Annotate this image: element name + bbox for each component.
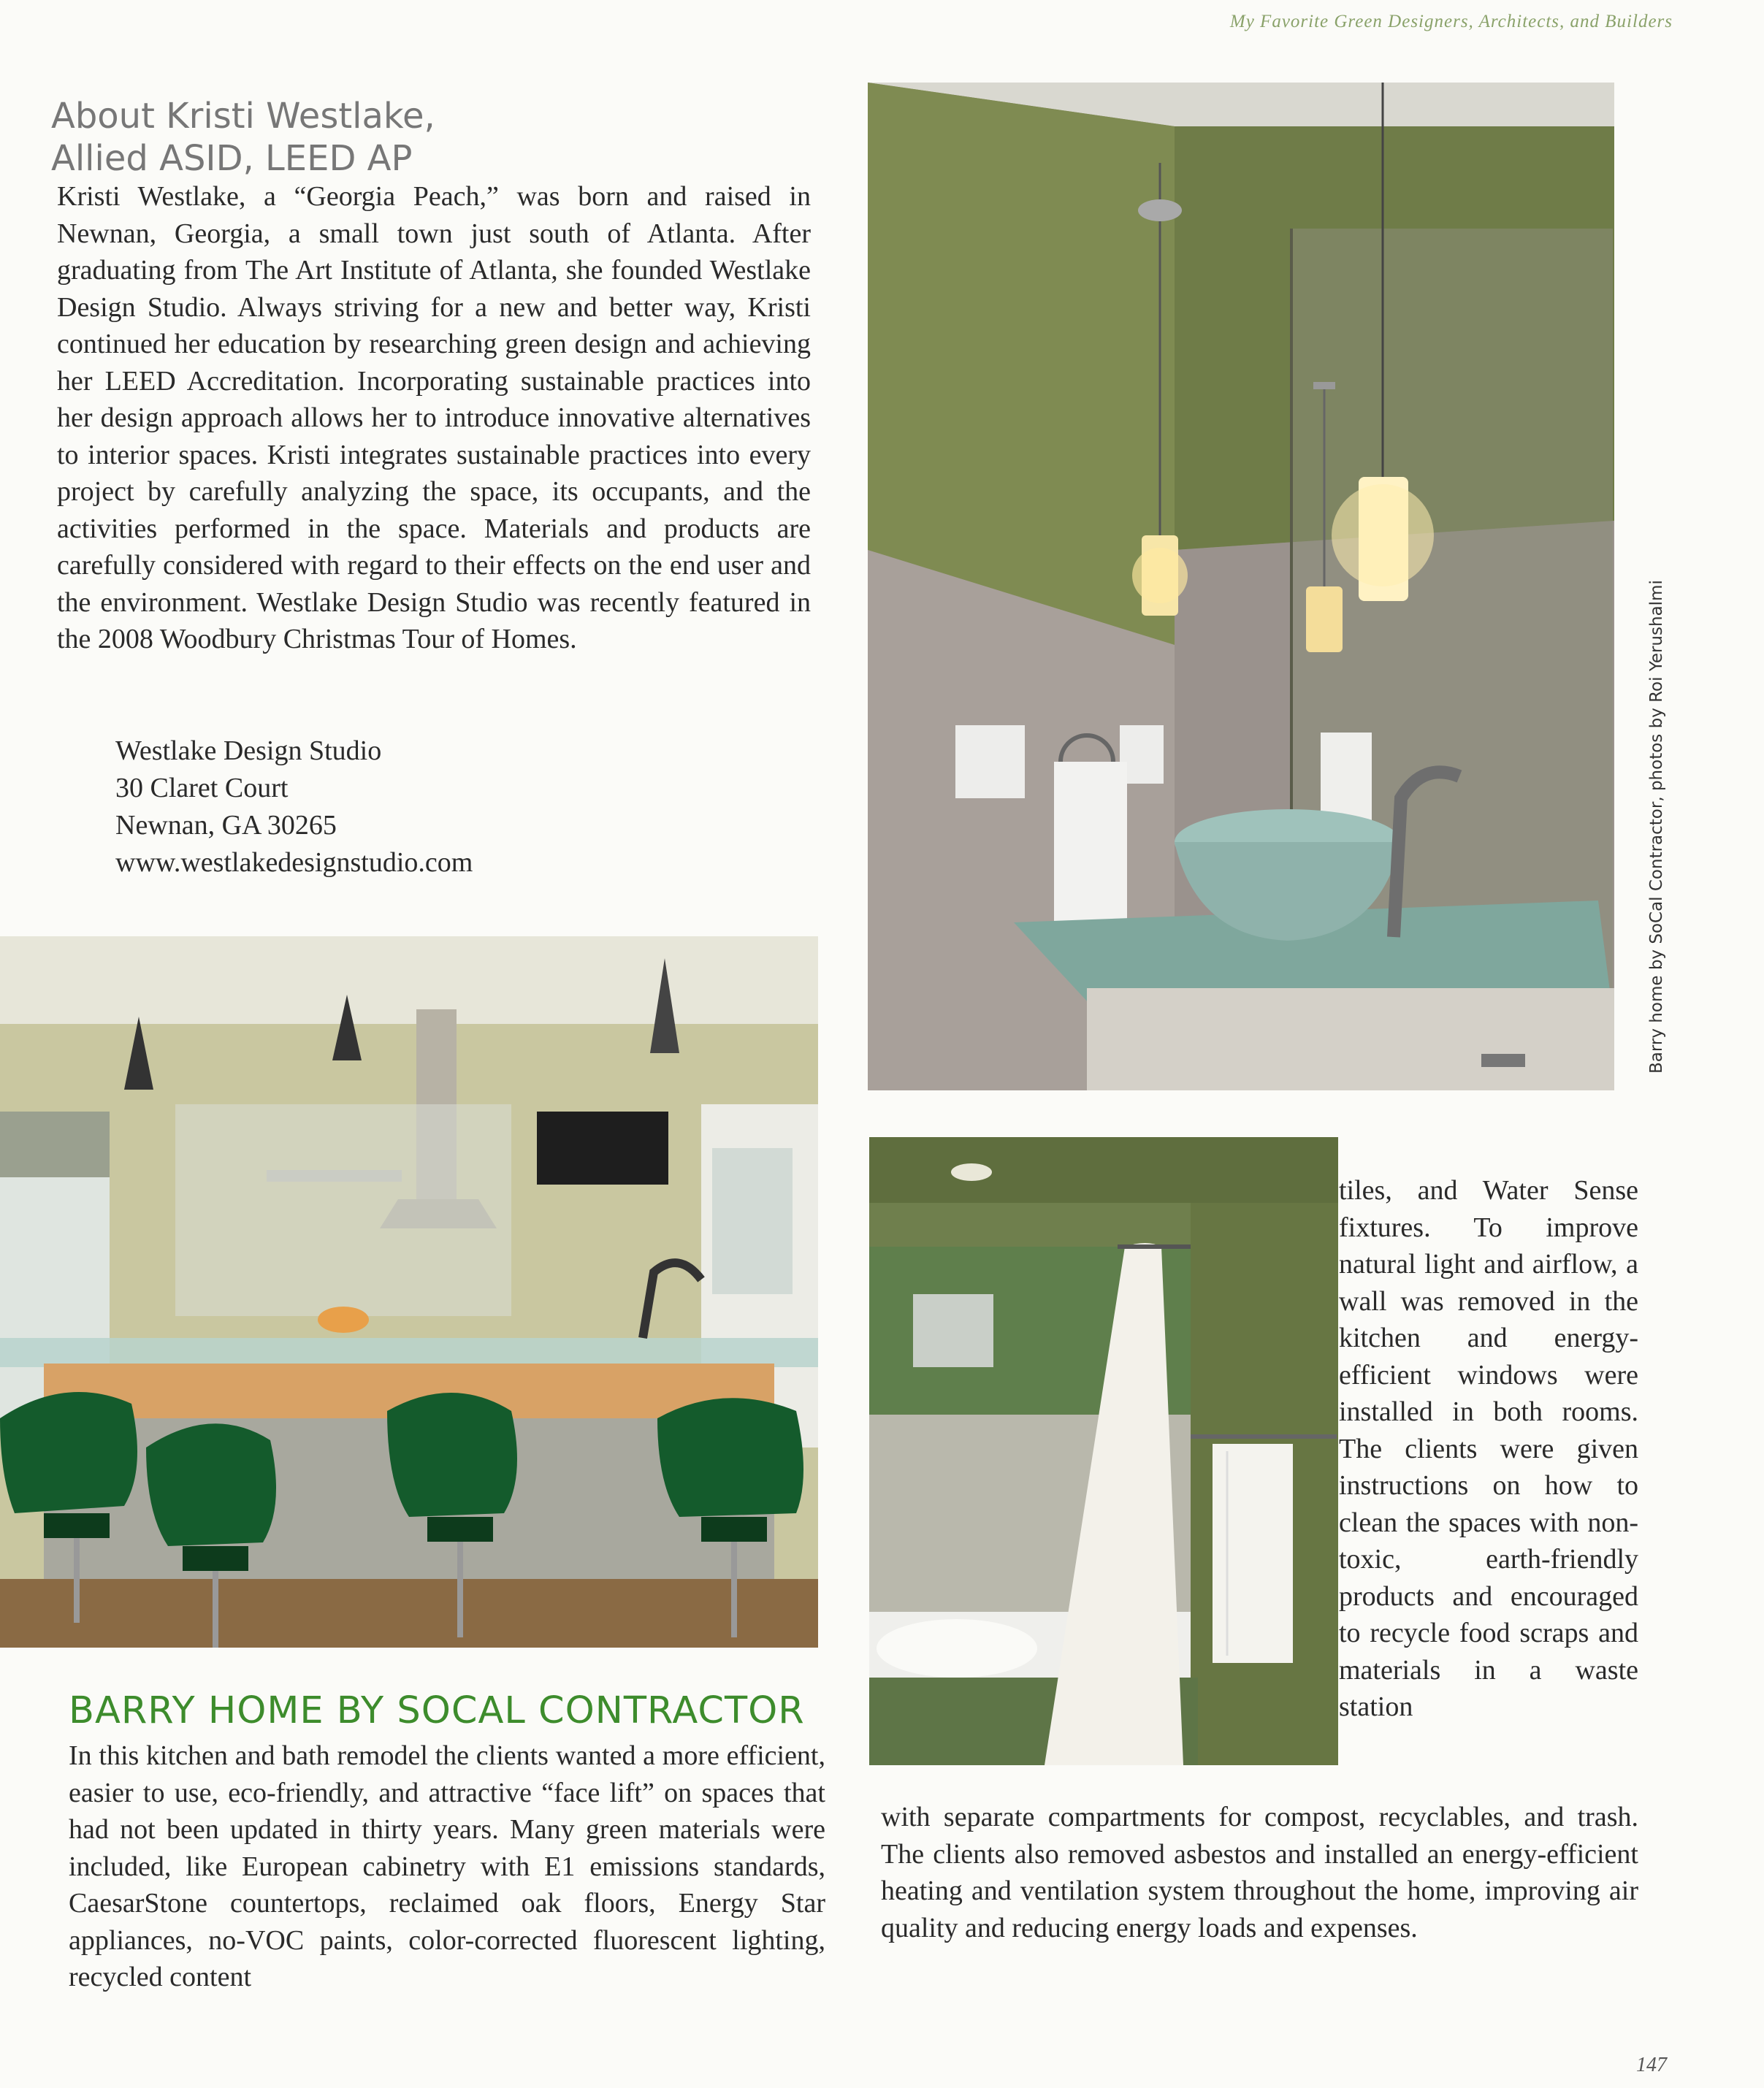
photo-credit: Barry home by SoCal Contractor, photos by Roi Yerushalmi (1647, 580, 1666, 1074)
kitchen-photo (0, 936, 818, 1648)
about-heading-line1: About Kristi Westlake, (51, 96, 435, 137)
about-heading-line2: Allied ASID, LEED AP (51, 138, 413, 179)
studio-city: Newnan, GA 30265 (115, 810, 337, 841)
barry-body-text: In this kitchen and bath remodel the clients wanted a more efficient, easier to use, eco-friendly, and attractive “face lift” on spaces that had not been updated in thirty years. Many green materials were included, like European cabinetry with E1 emissions standards, CaesarStone countertops, reclaimed oak floors, Energy Star appliances, no-VOC paints, color-corrected fluorescent lighting, recycled content (69, 1740, 825, 1992)
studio-street: 30 Claret Court (115, 773, 289, 803)
page-number: 147 (1636, 2054, 1667, 2076)
studio-website: www.westlakedesignstudio.com (115, 847, 473, 878)
studio-address (115, 733, 473, 882)
bathtub-photo (869, 1137, 1338, 1765)
bathroom-vanity-photo (868, 83, 1614, 1090)
about-heading (51, 95, 435, 180)
running-head: My Favorite Green Designers, Architects, and Builders (1229, 12, 1673, 31)
studio-name: Westlake Design Studio (115, 735, 382, 766)
barry-continued-full: with separate compartments for compost, recyclables, and trash. The clients also removed asbestos and installed an energy-efficient heating and ventilation system throughout the home, improving air quality and reducing energy loads and expenses. (881, 1802, 1638, 1943)
barry-continued-column: tiles, and Water Sense fixtures. To improve natural light and airflow, a wall was removed in the kitchen and energy-efficient windows were installed in both rooms. The clients were given instructions on how to clean the spaces with non-toxic, earth-friendly products and encouraged to recycle food scraps and materials in a waste station (1339, 1175, 1638, 1722)
about-body-text: Kristi Westlake, a “Georgia Peach,” was born and raised in Newnan, Georgia, a small town just south of Atlanta. After graduating from The Art Institute of Atlanta, she founded Westlake Design Studio. Always striving for a new and better way, Kristi continued her education by researching green design and achieving her LEED Accreditation. Incorporating sustainable practices into her design approach allows her to introduce innovative alternatives to interior spaces. Kristi integrates sustainable practices into every project by carefully analyzing the space, its occupants, and the activities performed in the space. Materials and products are carefully considered with regard to their effects on the end user and the environment. Westlake Design Studio was recently featured in the 2008 Woodbury Christmas Tour of Homes. (57, 181, 811, 654)
barry-home-heading: BARRY HOME BY SOCAL CONTRACTOR (69, 1689, 805, 1732)
